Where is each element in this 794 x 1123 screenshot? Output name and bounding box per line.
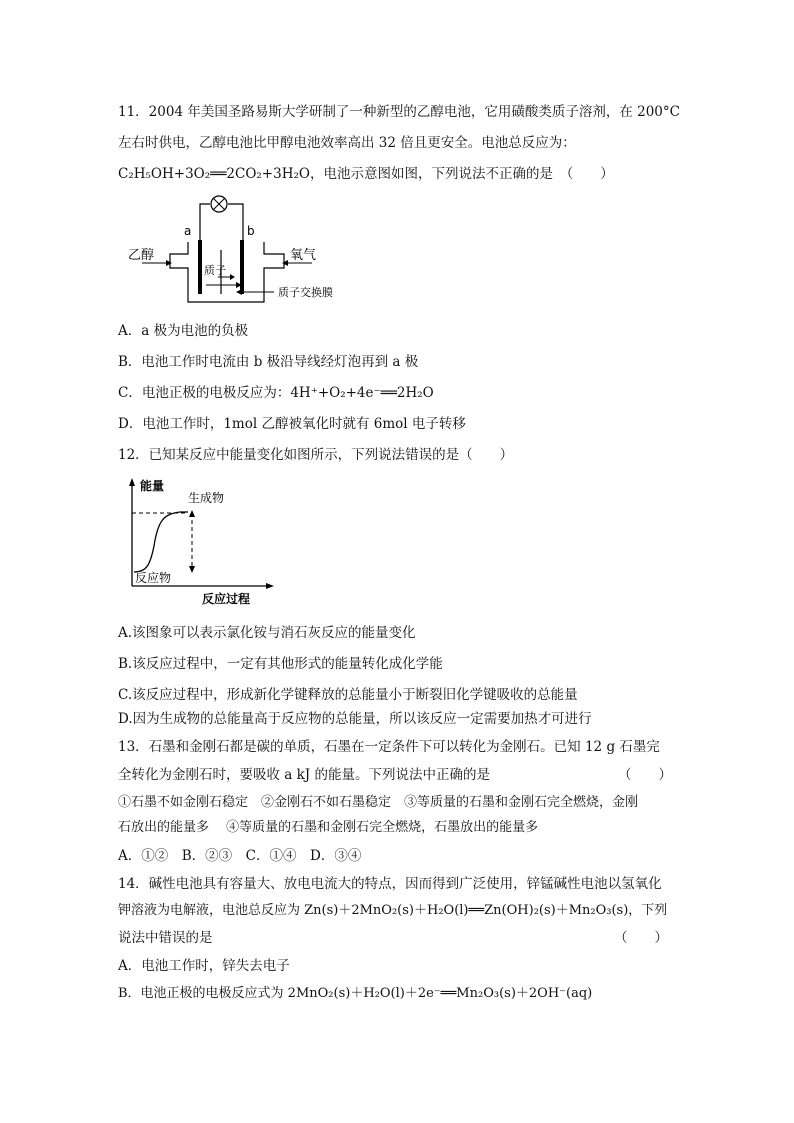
q11-option-a: A．a 极为电池的负极 — [118, 323, 249, 339]
q14-stem-line2: 钾溶液为电解液，电池总反应为 Zn(s)＋2MnO₂(s)＋H₂O(l)══Zn(OH)₂(s)＋Mn₂O₃(s)，下列 — [118, 903, 668, 918]
q14-option-b: B．电池正极的电极反应式为 2MnO₂(s)＋H₂O(l)＋2e⁻══Mn₂O₃(s)＋2OH⁻(aq) — [118, 986, 593, 1001]
product-label: 生成物 — [188, 491, 225, 505]
q13-options: A．①② B．②③ C．①④ D．③④ — [118, 848, 362, 864]
q12-option-a: A.该图象可以表示氯化铵与消石灰反应的能量变化 — [118, 625, 416, 641]
label-membrane: 质子交换膜 — [278, 286, 333, 299]
q12-stem: 12．已知某反应中能量变化如图所示，下列说法错误的是（ ） — [118, 447, 514, 463]
q13-statements-line2: 石放出的能量多 ④等质量的石墨和金刚石完全燃烧，石墨放出的能量多 — [118, 820, 539, 835]
q14-stem-line3: 说法中错误的是 — [118, 930, 213, 946]
reactant-label: 反应物 — [135, 571, 172, 585]
energy-curve — [134, 512, 188, 572]
q12-option-d: D.因为生成物的总能量高于反应物的总能量，所以该反应一定需要加热才可进行 — [118, 711, 592, 727]
q13-answer-paren: （ ） — [618, 767, 672, 783]
y-axis-label: 能量 — [140, 479, 165, 493]
label-ethanol: 乙醇 — [128, 248, 155, 263]
q14-stem-line1: 14．碱性电池具有容量大、放电电流大的特点，因而得到广泛使用，锌锰碱性电池以氢氧化 — [118, 876, 662, 892]
electrode-b — [240, 240, 244, 294]
energy-graph — [118, 476, 278, 608]
q13-stem-line1: 13．石墨和金刚石都是碳的单质，石墨在一定条件下可以转化为金刚石。已知 12 g 石墨完 — [118, 739, 660, 755]
q13-stem-line2: 全转化为金刚石时，要吸收 a kJ 的能量。下列说法中正确的是 — [118, 767, 491, 783]
q11-stem-line3: C₂H₅OH+3O₂══2CO₂+3H₂O，电池示意图如图，下列说法不正确的是 （ ） — [118, 166, 614, 182]
label-b: b — [247, 224, 255, 238]
q11-option-d: D．电池工作时，1mol 乙醇被氧化时就有 6mol 电子转移 — [118, 416, 466, 432]
label-proton: 质子 — [204, 264, 226, 277]
electrode-a — [198, 240, 202, 294]
q11-option-c: C．电池正极的电极反应为：4H⁺+O₂+4e⁻══2H₂O — [118, 385, 434, 401]
label-oxygen: 氧气 — [290, 248, 317, 263]
ethanol-cell-diagram — [118, 190, 358, 310]
q14-answer-paren: （ ） — [614, 930, 668, 946]
x-axis-label: 反应过程 — [202, 592, 251, 606]
q13-statements-line1: ①石墨不如金刚石稳定 ②金刚石不如石墨稳定 ③等质量的石墨和金刚石完全燃烧，金刚 — [118, 795, 639, 810]
q12-option-b: B.该反应过程中，一定有其他形式的能量转化成化学能 — [118, 656, 443, 672]
q14-option-a: A．电池工作时，锌失去电子 — [118, 958, 290, 974]
q12-option-c: C.该反应过程中，形成新化学键释放的总能量小于断裂旧化学键吸收的总能量 — [118, 687, 578, 703]
q11-stem-line1: 11．2004 年美国圣路易斯大学研制了一种新型的乙醇电池，它用磺酸类质子溶剂，在 200°C — [118, 104, 680, 120]
q11-option-b: B．电池工作时电流由 b 极沿导线经灯泡再到 a 极 — [118, 354, 419, 370]
q11-stem-line2: 左右时供电，乙醇电池比甲醇电池效率高出 32 倍且更安全。电池总反应为： — [118, 135, 576, 151]
label-a: a — [184, 224, 192, 238]
